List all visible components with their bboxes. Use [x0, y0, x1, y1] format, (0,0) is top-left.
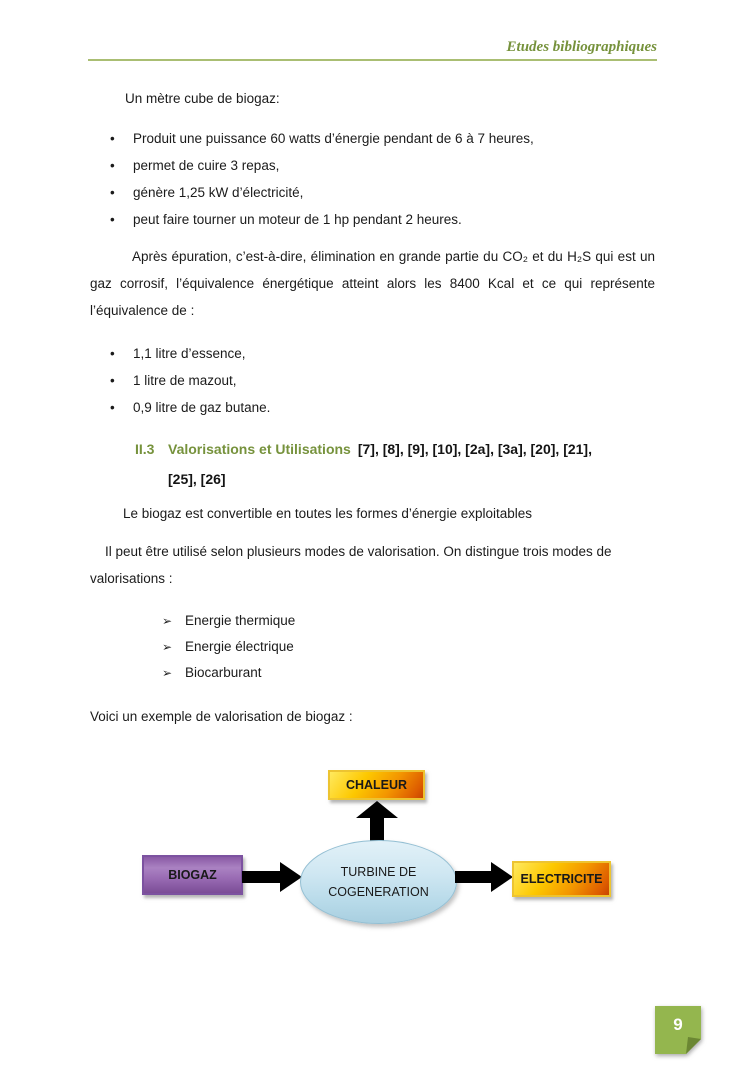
paragraph-exemple: Voici un exemple de valorisation de biogaz : [90, 709, 353, 724]
box-label: CHALEUR [345, 778, 408, 792]
arrowhead-bullet-icon: ➢ [162, 640, 173, 654]
running-title: Etudes bibliographiques [506, 39, 657, 55]
section-heading-text [168, 434, 592, 494]
list-item-text: 1,1 litre d’essence, [133, 346, 246, 361]
paragraph-intro: Un mètre cube de biogaz: [125, 91, 280, 106]
list-item-text: Energie électrique [185, 639, 294, 654]
bullet-list-biogaz-uses [90, 125, 655, 233]
list-item [90, 152, 655, 179]
bullet-icon: • [110, 185, 115, 200]
diagram-box-chaleur [328, 770, 425, 800]
document-page [0, 38, 745, 1091]
paragraph-epuration: Après épuration, c’est-à-dire, élimination en grande partie du CO₂ et du H₂S qui est un gaz corrosif, l’équivalence énergétique atteint alors les 8400 Kcal et ce qui représente l’équivalence de : [90, 249, 655, 318]
section-references: [25], [26] [168, 471, 226, 487]
list-item [90, 394, 655, 421]
list-item [90, 125, 655, 152]
bullet-icon: • [110, 212, 115, 227]
list-item [90, 367, 655, 394]
arrow-right-icon [242, 862, 302, 892]
list-item-text: génère 1,25 kW d’électricité, [133, 185, 304, 200]
paragraph-convertible: Le biogaz est convertible en toutes les formes d’énergie exploitables [123, 506, 532, 521]
paragraph-modes: Il peut être utilisé selon plusieurs modes de valorisation. On distingue trois modes de valorisations : [90, 544, 612, 586]
list-item [90, 608, 655, 634]
bullet-icon: • [110, 131, 115, 146]
list-item [90, 179, 655, 206]
list-item-text: 0,9 litre de gaz butane. [133, 400, 271, 415]
bullet-icon: • [110, 158, 115, 173]
list-item-text: Energie thermique [185, 613, 296, 628]
diagram-ellipse-turbine [300, 840, 457, 924]
box-label: BIOGAZ [168, 868, 217, 882]
arrowhead-bullet-icon: ➢ [162, 614, 173, 628]
page-number: 9 [673, 1015, 683, 1034]
cogeneration-diagram [90, 733, 655, 938]
section-references: [7], [8], [9], [10], [2a], [3a], [20], [21], [357, 441, 592, 457]
page-number-tab [655, 1006, 701, 1054]
bullet-list-equivalents [90, 340, 655, 421]
list-item-text: Produit une puissance 60 watts d’énergie pendant de 6 à 7 heures, [133, 131, 534, 146]
list-item [90, 340, 655, 367]
bullet-icon: • [110, 373, 115, 388]
list-item-text: peut faire tourner un moteur de 1 hp pendant 2 heures. [133, 212, 462, 227]
page-content [90, 85, 655, 938]
ellipse-label: TURBINE DE COGENERATION [328, 865, 429, 899]
bullet-icon: • [110, 400, 115, 415]
box-label: ELECTRICITE [520, 872, 603, 886]
page-header [88, 38, 657, 61]
list-item-text: Biocarburant [185, 665, 262, 680]
arrowhead-bullet-icon: ➢ [162, 666, 173, 680]
arrow-list-modes [90, 608, 655, 686]
diagram-box-biogaz [142, 855, 243, 895]
section-title: Valorisations et Utilisations [168, 441, 351, 457]
list-item [90, 634, 655, 660]
bullet-icon: • [110, 346, 115, 361]
list-item-text: 1 litre de mazout, [133, 373, 237, 388]
list-item-text: permet de cuire 3 repas, [133, 158, 280, 173]
section-number: II.3 [135, 441, 155, 457]
section-heading [135, 434, 655, 494]
list-item [90, 206, 655, 233]
list-item [90, 660, 655, 686]
arrow-right-icon [455, 862, 513, 892]
diagram-box-electricite [512, 861, 611, 897]
